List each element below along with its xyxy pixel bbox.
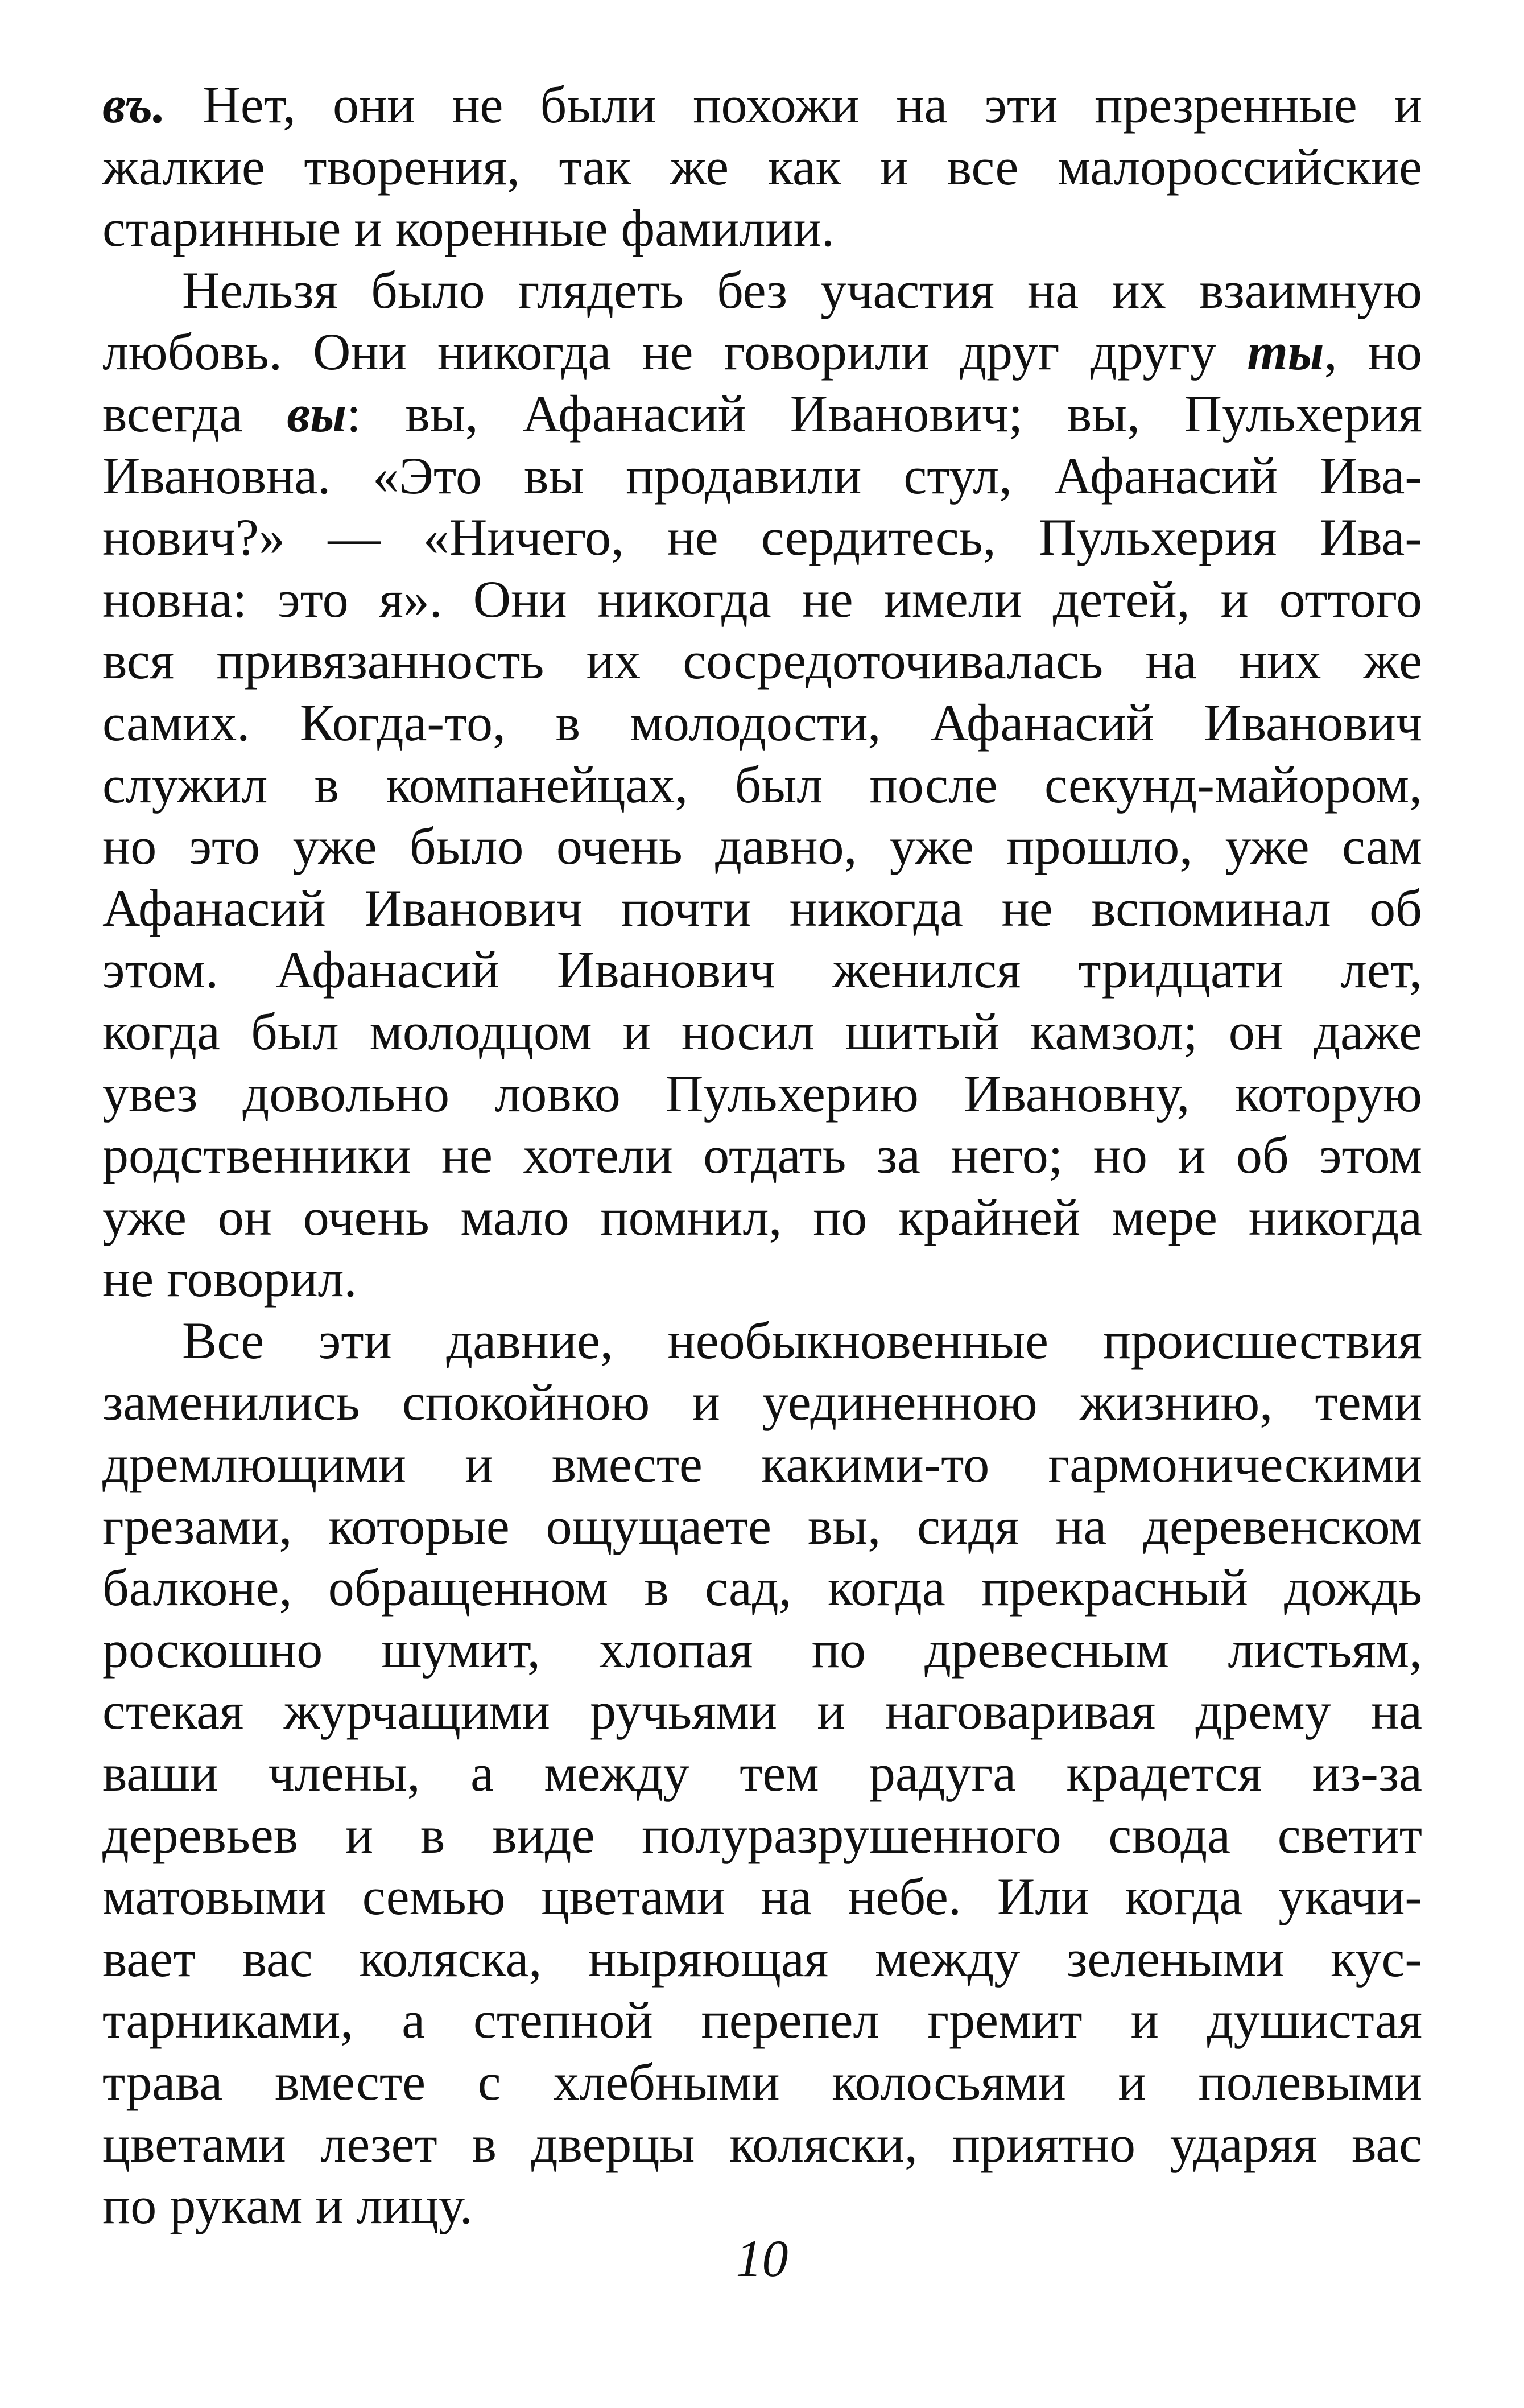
text-segment: любовь. Они никогда не говорили друг другу — [102, 323, 1248, 381]
text-line — [102, 1310, 1422, 1372]
italic-word: вы — [287, 384, 347, 443]
text-line — [102, 383, 1422, 445]
italic-word: въ. — [102, 76, 166, 134]
text-line — [102, 1248, 1422, 1310]
text-line — [102, 1063, 1422, 1125]
text-segment: не говорил. — [102, 1250, 357, 1308]
text-line — [102, 506, 1422, 568]
text-segment: трава вместе с хлебными колосьями и полевыми — [102, 2053, 1422, 2111]
text-segment: стекая журчащими ручьями и наговаривая дрему на — [102, 1682, 1422, 1741]
page-number: 10 — [736, 2229, 788, 2287]
text-segment: новна: это я». Они никогда не имели детей, и оттого — [102, 570, 1422, 628]
text-segment: самих. Когда-то, в молодости, Афанасий Иванович — [102, 693, 1422, 752]
text-line — [102, 1928, 1422, 1990]
text-line — [102, 692, 1422, 754]
text-segment: Все эти давние, необыкновенные происшествия — [182, 1311, 1422, 1370]
text-line — [102, 1680, 1422, 1742]
text-line — [102, 1186, 1422, 1248]
text-segment: роскошно шумит, хлопая по древесным листьям, — [102, 1620, 1422, 1679]
text-segment: : вы, Афанасий Иванович; вы, Пульхерия — [346, 384, 1422, 443]
text-line — [102, 321, 1422, 383]
text-segment: Ивановна. «Это вы продавили стул, Афанасий Ива- — [102, 446, 1422, 505]
text-line — [102, 1495, 1422, 1557]
text-line — [102, 815, 1422, 877]
text-line — [102, 754, 1422, 816]
paragraph — [102, 74, 1422, 259]
text-segment: цветами лезет в дверцы коляски, приятно ударяя вас — [102, 2114, 1422, 2173]
text-line — [102, 939, 1422, 1001]
text-segment: вает вас коляска, ныряющая между зелеными кус- — [102, 1929, 1422, 1988]
text-segment: матовыми семью цветами на небе. Или когда укачи- — [102, 1867, 1422, 1926]
text-segment: , но — [1324, 323, 1422, 381]
text-line — [102, 136, 1422, 198]
text-segment: Нельзя было глядеть без участия на их взаимную — [182, 261, 1422, 319]
text-line — [102, 2113, 1422, 2175]
paragraph — [102, 259, 1422, 1310]
text-line — [102, 259, 1422, 321]
text-line — [102, 1804, 1422, 1866]
text-line — [102, 1866, 1422, 1928]
text-line — [102, 630, 1422, 692]
text-segment: старинные и коренные фамилии. — [102, 199, 835, 258]
text-segment: служил в компанейцах, был после секунд-майором, — [102, 755, 1422, 814]
text-segment: тарниками, а степной перепел гремит и душистая — [102, 1991, 1422, 2050]
text-segment: балконе, обращенном в сад, когда прекрасный дождь — [102, 1558, 1422, 1617]
text-segment: вся привязанность их сосредоточивалась на них же — [102, 632, 1422, 690]
text-line — [102, 2051, 1422, 2113]
text-segment: Нет, они не были похожи на эти презренные и — [166, 76, 1422, 134]
text-line — [102, 1124, 1422, 1186]
text-segment: когда был молодцом и носил шитый камзол; он даже — [102, 1002, 1422, 1061]
text-line — [102, 568, 1422, 630]
italic-word: ты — [1247, 323, 1324, 381]
text-segment: этом. Афанасий Иванович женился тридцати лет, — [102, 941, 1422, 999]
text-segment: всегда — [102, 384, 287, 443]
paragraph — [102, 1310, 1422, 2237]
text-segment: деревьев и в виде полуразрушенного свода светит — [102, 1805, 1422, 1864]
text-line — [102, 1989, 1422, 2051]
text-line — [102, 1371, 1422, 1433]
text-segment: заменились спокойною и уединенною жизнию, теми — [102, 1373, 1422, 1432]
text-line — [102, 1001, 1422, 1063]
text-line — [102, 445, 1422, 507]
text-line — [102, 1742, 1422, 1804]
text-segment: уже он очень мало помнил, по крайней мере никогда — [102, 1187, 1422, 1246]
text-segment: по рукам и лицу. — [102, 2176, 473, 2235]
text-segment: грезами, которые ощущаете вы, сидя на деревенском — [102, 1496, 1422, 1555]
text-line — [102, 1619, 1422, 1681]
text-segment: ваши члены, а между тем радуга крадется из-за — [102, 1744, 1422, 1803]
text-segment: дремлющими и вместе какими-то гармоническими — [102, 1435, 1422, 1494]
text-segment: жалкие творения, так же как и все малороссийские — [102, 137, 1422, 196]
text-segment: но это уже было очень давно, уже прошло, уже сам — [102, 817, 1422, 876]
text-line — [102, 197, 1422, 259]
text-segment: родственники не хотели отдать за него; но и об этом — [102, 1126, 1422, 1185]
text-line — [102, 877, 1422, 939]
text-segment: Афанасий Иванович почти никогда не вспоминал об — [102, 879, 1422, 937]
text-line — [102, 1557, 1422, 1619]
text-segment: увез довольно ловко Пульхерию Ивановну, которую — [102, 1064, 1422, 1123]
page-text — [102, 74, 1422, 2237]
text-line — [102, 74, 1422, 136]
text-line — [102, 1433, 1422, 1495]
text-segment: нович?» — «Ничего, не сердитесь, Пульхерия Ива- — [102, 508, 1422, 567]
